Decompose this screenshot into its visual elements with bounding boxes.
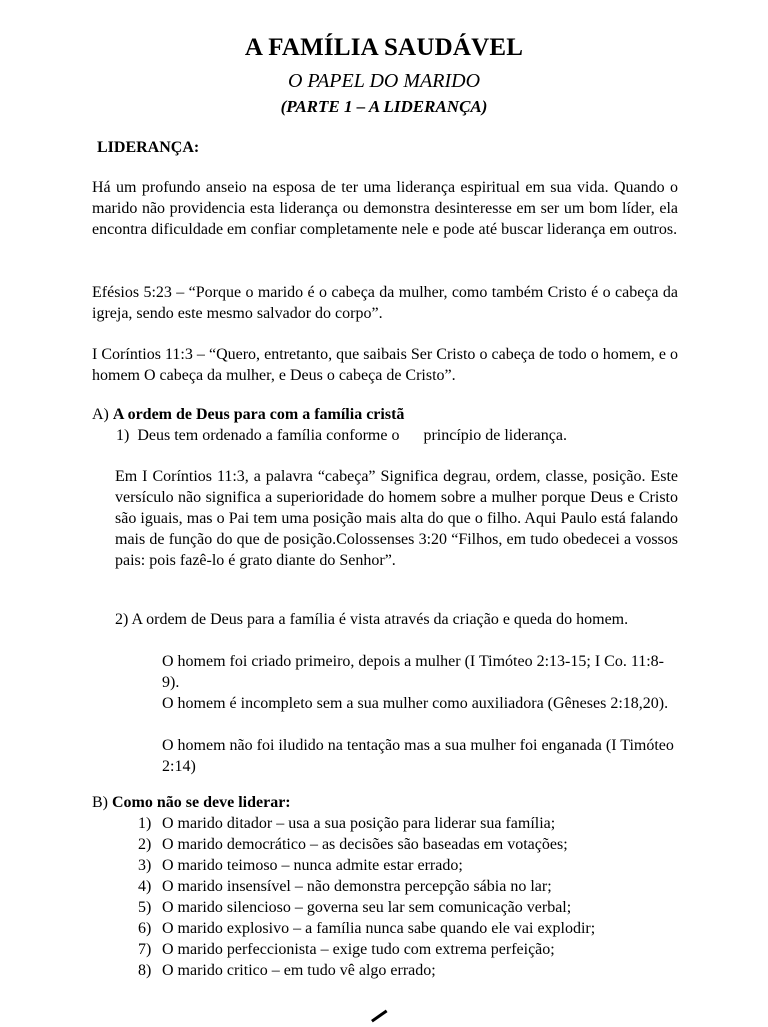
creation-point-1: O homem foi criado primeiro, depois a mulher (I Timóteo 2:13-15; I Co. 11:8-9).: [162, 653, 664, 691]
list-item: 7) O marido perfeccionista – exige tudo com extrema perfeição;: [138, 941, 555, 958]
list-item: 4) O marido insensível – não demonstra percepção sábia no lar;: [138, 878, 552, 895]
creation-point-3: O homem não foi iludido na tentação mas a sua mulher foi enganada (I Timóteo 2:14): [162, 737, 674, 775]
verse-corinthians: I Coríntios 11:3 – “Quero, entretanto, que saibais Ser Cristo o cabeça de todo o homem, e o homem O cabeça da mulher, e Deus o cabeça de Cristo”.: [92, 346, 678, 384]
intro-paragraph: Há um profundo anseio na esposa de ter uma liderança espiritual em sua vida. Quando o marido não providencia esta liderança ou demonstra desinteresse em ser um bom líder, ela encontra dificuldade em confiar completamente nele e pode até buscar liderança em outros.: [92, 179, 678, 238]
section-a-item-1: 1) Deus tem ordenado a família conforme o princípio de liderança.: [116, 427, 567, 444]
section-b-title: Como não se deve liderar:: [112, 794, 291, 811]
creation-point-2: O homem é incompleto sem a sua mulher como auxiliadora (Gêneses 2:18,20).: [162, 695, 669, 712]
section-a-title: A ordem de Deus para com a família cristã: [112, 406, 405, 423]
section-a-item-2: 2) A ordem de Deus para a família é vista através da criação e queda do homem.: [115, 611, 629, 628]
section-b-heading: [92, 792, 291, 813]
page-edge-mark: [371, 1010, 391, 1027]
document-title: A FAMÍLIA SAUDÁVEL: [244, 34, 524, 61]
document-subtitle: O PAPEL DO MARIDO: [287, 70, 481, 92]
section-a-explanation: Em I Coríntios 11:3, a palavra “cabeça” Significa degrau, ordem, classe, posição. Este versículo não significa a superioridade do homem sobre a mulher porque Deus e Cristo são iguais, mas o Pai tem uma posição mais alta do que o filho. Aqui Paulo está falando mais de função do que de posição.Colossenses 3:20 “Filhos, em tudo obedecei a vossos pais: pois fazê-lo é grato diante do Senhor”.: [115, 468, 678, 569]
verse-ephesians: Efésios 5:23 – “Porque o marido é o cabeça da mulher, como também Cristo é o cabeça da igreja, sendo este mesmo salvador do corpo”.: [92, 284, 678, 322]
list-item: 1) O marido ditador – usa a sua posição para liderar sua família;: [138, 815, 556, 832]
list-item: 2) O marido democrático – as decisões são baseadas em votações;: [138, 836, 568, 853]
leadership-list: [138, 813, 595, 981]
list-item: 6) O marido explosivo – a família nunca sabe quando ele vai explodir;: [138, 920, 596, 937]
section-a-heading: [92, 404, 404, 425]
list-item: 5) O marido silencioso – governa seu lar sem comunicação verbal;: [138, 899, 572, 916]
section-heading: LIDERANÇA:: [97, 139, 200, 156]
section-a-letter: A): [92, 406, 109, 423]
list-item: 8) O marido critico – em tudo vê algo errado;: [138, 962, 436, 979]
list-item: 3) O marido teimoso – nunca admite estar errado;: [138, 857, 463, 874]
section-b-letter: B): [92, 794, 108, 811]
part-heading: (PARTE 1 – A LIDERANÇA): [280, 97, 488, 116]
